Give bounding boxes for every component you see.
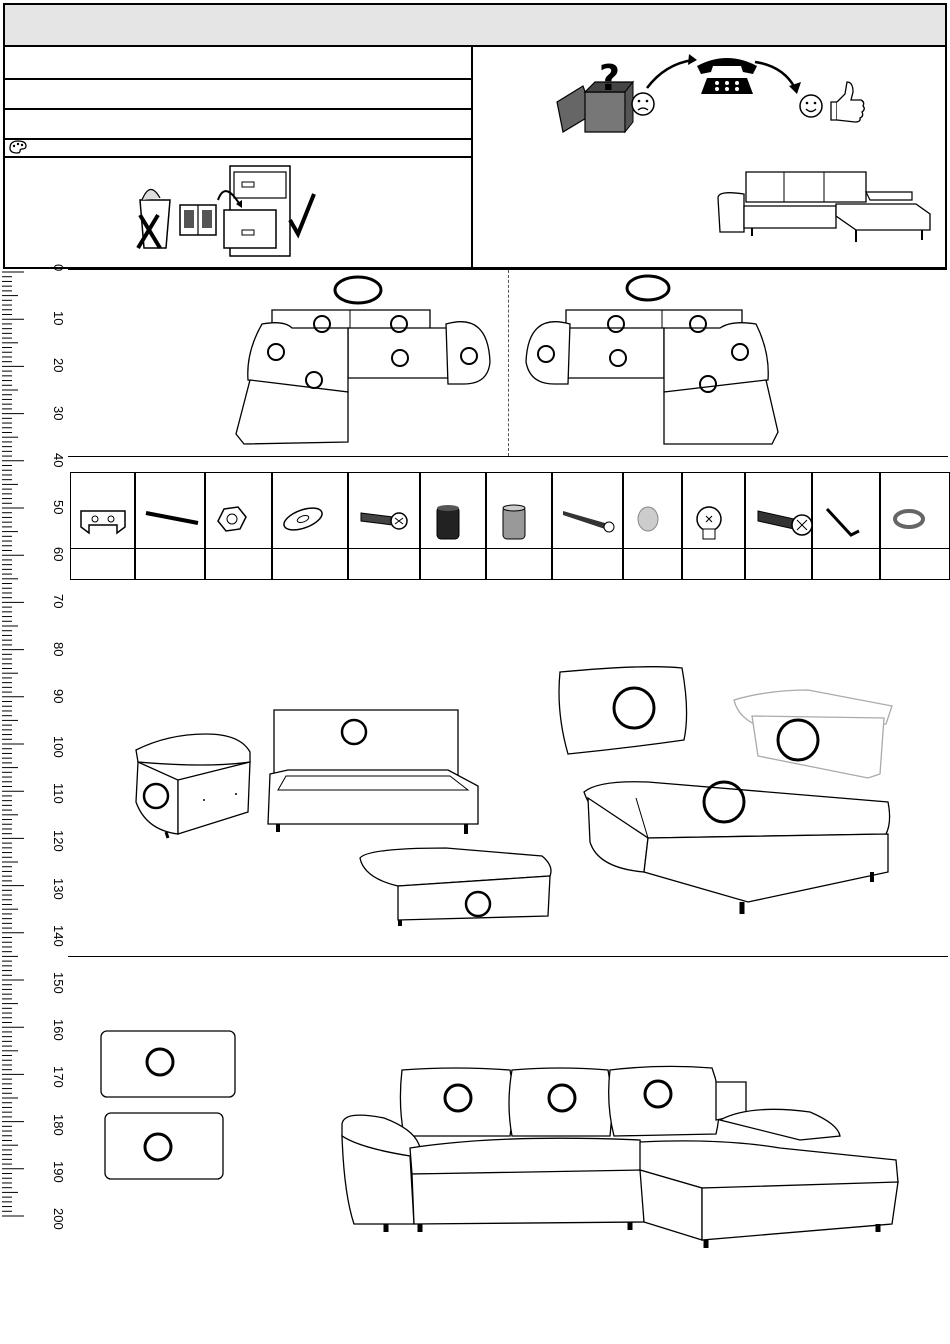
ruler-label: 10 — [51, 311, 66, 326]
large-screw-icon — [752, 503, 812, 543]
chaise-part — [584, 782, 890, 914]
info-row-2 — [3, 108, 473, 110]
ruler-label: 140 — [51, 924, 66, 947]
info-row-1 — [3, 78, 473, 80]
black-foot-icon — [427, 503, 487, 543]
sofa-top-view-left — [232, 272, 502, 454]
file-cabinet-icon — [218, 166, 290, 256]
ruler-label: 50 — [51, 500, 66, 515]
ruler-label: 30 — [51, 405, 66, 421]
ruler-label: 60 — [51, 547, 66, 562]
ruler-label: 170 — [51, 1066, 66, 1089]
hardware-cell — [745, 472, 812, 580]
section-dashed-divider — [508, 270, 509, 456]
ottoman-part — [360, 848, 551, 926]
ruler-label: 200 — [51, 1208, 66, 1230]
hardware-cell — [272, 472, 348, 580]
back-cushion-part — [559, 667, 687, 754]
info-row-4 — [3, 156, 473, 158]
ruler-label: 70 — [51, 594, 66, 609]
armrest-part — [136, 734, 250, 838]
wood-screw-icon — [559, 503, 619, 543]
hardware-cell — [420, 472, 486, 580]
ruler-label: 130 — [51, 877, 66, 900]
ruler-label: 150 — [51, 972, 66, 994]
hardware-cell — [205, 472, 272, 580]
thumbs-up-icon — [831, 82, 864, 122]
ruler-label: 90 — [51, 688, 66, 704]
hardware-cell — [682, 472, 745, 580]
checkmark-icon — [290, 194, 314, 234]
header-bar — [3, 3, 947, 47]
hardware-row-divider — [70, 548, 950, 549]
telephone-icon — [697, 58, 757, 94]
ruler-label: 0 — [51, 264, 66, 272]
hardware-cell — [552, 472, 623, 580]
hardware-cell — [880, 472, 950, 580]
cap-nut-icon — [689, 503, 746, 543]
section-divider-2 — [68, 456, 948, 457]
side-backrest-part — [734, 690, 892, 778]
help-sequence-illustration — [555, 52, 875, 142]
hardware-cell — [135, 472, 205, 580]
washer-icon — [279, 503, 339, 543]
crossed-bin-icon — [138, 189, 170, 248]
threaded-rod-icon — [142, 503, 202, 543]
hex-nut-icon — [212, 503, 272, 543]
ruler-label: 180 — [51, 1113, 66, 1136]
open-box-question-icon — [557, 58, 633, 132]
sad-face-icon — [632, 93, 654, 115]
seat-box-part — [268, 710, 478, 834]
ruler-label: 100 — [51, 736, 66, 758]
section-divider-3 — [68, 956, 948, 957]
palette-icon — [8, 140, 28, 154]
round-pad-icon — [630, 503, 683, 543]
assembled-sofa — [340, 1064, 902, 1250]
sofa-top-view-right — [520, 272, 790, 454]
info-row-3 — [3, 138, 473, 140]
ruler-label: 110 — [51, 783, 66, 804]
hardware-cell — [348, 472, 420, 580]
hardware-cell — [70, 472, 135, 580]
svg-text:?: ? — [599, 58, 620, 99]
ruler-label: 190 — [51, 1160, 66, 1183]
allen-key-icon — [819, 503, 879, 543]
parts-illustration — [128, 662, 898, 932]
sofa-preview-image — [716, 168, 938, 246]
ruler-label: 160 — [51, 1019, 66, 1041]
manual-icon — [180, 205, 216, 235]
hardware-cell — [486, 472, 552, 580]
cushion-1 — [100, 1030, 240, 1100]
hardware-cell — [623, 472, 682, 580]
happy-face-icon — [800, 95, 822, 117]
hardware-cell — [812, 472, 880, 580]
grey-foot-icon — [493, 503, 553, 543]
spring-washer-icon — [887, 503, 947, 543]
cushion-2 — [104, 1112, 228, 1184]
ruler-label: 20 — [51, 358, 66, 373]
bracket-icon — [77, 503, 136, 543]
machine-screw-icon — [355, 503, 415, 543]
ruler-label: 120 — [51, 830, 66, 853]
ruler-label: 80 — [51, 641, 66, 657]
ruler-label: 40 — [51, 452, 66, 468]
keep-manual-illustration — [130, 160, 320, 260]
ruler — [0, 268, 40, 1218]
